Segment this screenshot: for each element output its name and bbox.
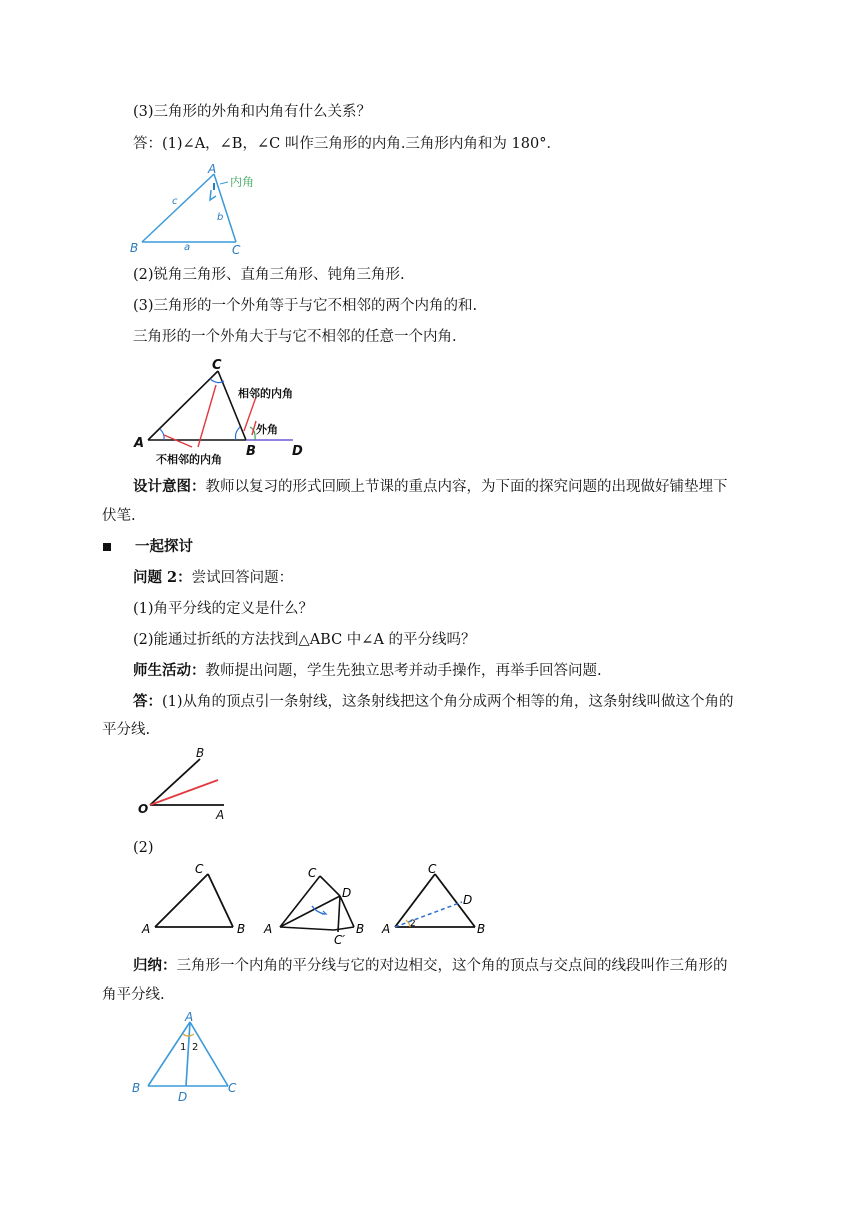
interior-angle-mark	[210, 190, 216, 200]
summary-cont: 角平分线.	[102, 987, 165, 1003]
teacher-student-activity: 师生活动：教师提出问题，学生先独立思考并动手操作，再举手回答问题.	[133, 662, 602, 679]
vertex-a: A	[208, 162, 217, 176]
summary: 归纳：三角形一个内角的平分线与它的对边相交，这个角的顶点与交点间的线段叫作三角形的	[133, 957, 728, 974]
svg-text:C: C	[212, 358, 222, 373]
svg-text:A: A	[134, 436, 145, 451]
svg-text:A: A	[216, 808, 225, 822]
answer-definition: 答：(1)从角的顶点引一条射线，这条射线把这个角分成两个相等的角，这条射线叫做这个角的	[133, 693, 734, 710]
svg-text:A: A	[142, 922, 151, 936]
answer-1: 答：(1)∠A，∠B，∠C 叫作三角形的内角.三角形内角和为 180°．	[133, 136, 561, 152]
svg-text:C: C	[308, 866, 317, 880]
side-c	[142, 174, 214, 242]
design-intent-cont: 伏笔.	[102, 508, 136, 524]
svg-text:B: B	[477, 922, 486, 936]
svg-text:B: B	[356, 922, 365, 936]
label-inner-angle: 内角	[230, 175, 255, 189]
problem-2-item-1: (1)角平分线的定义是什么？	[133, 601, 314, 617]
svg-text:C: C	[195, 862, 204, 876]
svg-text:外角: 外角	[256, 423, 278, 436]
problem-2: 问题 2：尝试回答问题：	[133, 569, 294, 586]
triangle-bisector-figure	[128, 1008, 248, 1103]
svg-text:2: 2	[410, 919, 416, 929]
triangle-interior-angle-figure	[128, 160, 288, 260]
svg-text:B: B	[196, 746, 205, 760]
folding-triangles-figure	[140, 862, 500, 947]
section-title: 一起探讨	[135, 538, 193, 555]
svg-text:B: B	[246, 444, 256, 459]
svg-text:D: D	[292, 444, 303, 459]
svg-text:O: O	[138, 802, 149, 816]
section-bullet	[103, 543, 111, 551]
question-3: (3)三角形的外角和内角有什么关系？	[133, 104, 372, 120]
svg-text:C: C	[228, 1081, 237, 1095]
svg-text:C′: C′	[334, 933, 346, 947]
label-b: b	[217, 212, 224, 223]
exterior-angle-figure	[128, 355, 318, 470]
svg-text:C: C	[428, 862, 437, 876]
answer-3b: 三角形的一个外角大于与它不相邻的任意一个内角.	[133, 329, 457, 345]
svg-text:不相邻的内角: 不相邻的内角	[156, 453, 222, 466]
svg-text:A: A	[382, 922, 391, 936]
answer-2-label: (2)	[133, 840, 154, 856]
svg-text:相邻的内角: 相邻的内角	[238, 387, 293, 400]
svg-text:A: A	[185, 1010, 194, 1024]
svg-text:2: 2	[192, 1042, 199, 1053]
svg-text:D: D	[463, 893, 473, 907]
svg-text:D: D	[342, 886, 352, 900]
label-c: c	[172, 196, 178, 207]
svg-text:B: B	[132, 1081, 141, 1095]
angle-bisector-ray-figure	[136, 745, 246, 825]
answer-2: (2)锐角三角形、直角三角形、钝角三角形.	[133, 267, 405, 283]
vertex-b: B	[130, 241, 139, 255]
vertex-c: C	[232, 243, 241, 257]
svg-text:B: B	[237, 922, 246, 936]
design-intent: 设计意图：教师以复习的形式回顾上节课的重点内容，为下面的探究问题的出现做好铺垫埋下	[133, 478, 728, 495]
problem-2-item-2: (2)能通过折纸的方法找到△ABC 中∠A 的平分线吗？	[133, 632, 476, 648]
answer-3: (3)三角形的一个外角等于与它不相邻的两个内角的和.	[133, 298, 478, 314]
svg-text:D: D	[178, 1090, 188, 1103]
label-a: a	[184, 242, 191, 253]
svg-text:1: 1	[180, 1042, 187, 1053]
answer-definition-cont: 平分线.	[102, 722, 151, 738]
svg-text:A: A	[264, 922, 273, 936]
